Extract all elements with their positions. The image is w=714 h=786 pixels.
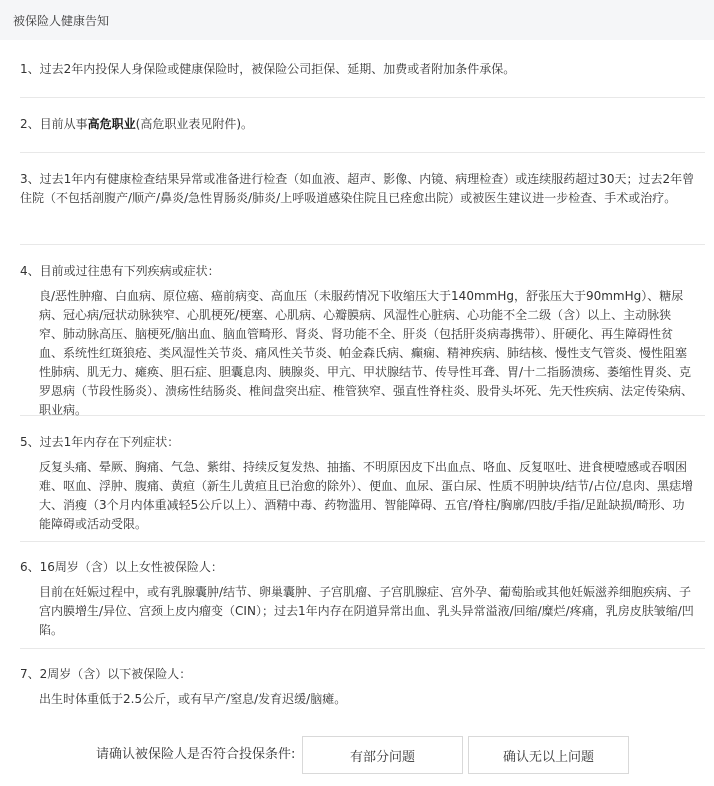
declaration-item-6-title: 6、16周岁（含）以上女性被保险人： (20, 560, 223, 574)
declaration-item-7-title: 7、2周岁（含）以下被保险人： (20, 667, 192, 681)
declaration-item-2 (20, 98, 705, 153)
declaration-item-3-text: 3、过去1年内有健康检查结果异常或准备进行检查（如血液、超声、影像、内镜、病理检查）或连续服药超过30天；过去2年曾住院（不包括剖腹产/顺产/鼻炎/急性胃肠炎/肺炎/上呼吸道感染住院且已痊愈出院）或被医生建议进一步检查、手术或治疗。 (20, 172, 695, 205)
declaration-item-4 (20, 245, 705, 416)
declaration-item-5-detail: 反复头痛、晕厥、胸痛、气急、紫绀、持续反复发热、抽搐、不明原因皮下出血点、咯血、反复呕吐、进食梗噎感或吞咽困难、呕血、浮肿、腹痛、黄疸（新生儿黄疸且已治愈的除外）、便血、血尿、蛋白尿、性质不明肿块/结节/占位/息肉、黑痣增大、消瘦（3个月内体重减轻5公斤以上）、酒精中毒、药物滥用、智能障碍、五官/脊柱/胸廓/四肢/手指/足趾缺损/畸形、功能障碍或活动受限。 (39, 460, 694, 531)
declaration-item-2-prefix: 2、目前从事 (20, 117, 88, 131)
declaration-item-2-text (20, 115, 705, 134)
declaration-item-1-text: 1、过去2年内投保人身保险或健康保险时，被保险公司拒保、延期、加费或者附加条件承保。 (20, 62, 516, 76)
declaration-item-7 (20, 649, 705, 747)
declaration-item-2-suffix: (高危职业表见附件)。 (135, 117, 254, 131)
declaration-item-1 (20, 40, 705, 98)
declaration-item-5 (20, 416, 705, 542)
declaration-item-4-detail: 良/恶性肿瘤、白血病、原位癌、癌前病变、高血压（未服药情况下收缩压大于140mmHg，舒张压大于90mmHg）、糖尿病、冠心病/冠状动脉狭窄、心肌梗死/梗塞、心肌病、心瓣膜病、风湿性心脏病、心功能不全二级（含）以上、主动脉狭窄、肺动脉高压、脑梗死/脑出血、脑血管畸形、肾炎、肾功能不全、肝炎（包括肝炎病毒携带）、肝硬化、再生障碍性贫血、系统性红斑狼疮、类风湿性关节炎、痛风性关节炎、帕金森氏病、癫痫、精神疾病、肺结核、慢性支气管炎、慢性阻塞性肺病、肌无力、瘫痪、胆石症、胆囊息肉、胰腺炎、甲亢、甲状腺结节、传导性耳聋、胃/十二指肠溃疡、萎缩性胃炎、克罗恩病（节段性肠炎）、溃疡性结肠炎、椎间盘突出症、椎管狭窄、强直性脊柱炎、股骨头坏死、先天性疾病、法定传染病、职业病。 (39, 289, 694, 417)
declaration-item-6 (20, 542, 705, 649)
page-title: 被保险人健康告知 (13, 13, 110, 28)
declaration-item-7-detail: 出生时体重低于2.5公斤，或有早产/窒息/发育迟缓/脑瘫。 (39, 692, 347, 706)
confirm-no-issues-button[interactable]: 确认无以上问题 (468, 736, 629, 774)
declaration-item-4-title: 4、目前或过往患有下列疾病或症状： (20, 264, 220, 278)
declaration-item-3 (20, 153, 705, 245)
confirm-label: 请确认被保险人是否符合投保条件: (96, 747, 296, 762)
declaration-item-5-title: 5、过去1年内存在下列症状： (20, 435, 180, 449)
partial-issues-button[interactable]: 有部分问题 (302, 736, 463, 774)
declaration-item-6-detail: 目前在妊娠过程中，或有乳腺囊肿/结节、卵巢囊肿、子宫肌瘤、子宫肌腺症、宫外孕、葡萄胎或其他妊娠滋养细胞疾病、子宫内膜增生/异位、宫颈上皮内瘤变（CIN）；过去1年内存在阴道异常出血、乳头异常溢液/回缩/糜烂/疼痛，乳房皮肤皱缩/凹陷。 (39, 585, 694, 637)
page-header (0, 0, 714, 40)
high-risk-occupation-link[interactable]: 高危职业 (87, 117, 136, 131)
confirm-row (0, 736, 714, 774)
health-declaration-list (20, 40, 705, 747)
